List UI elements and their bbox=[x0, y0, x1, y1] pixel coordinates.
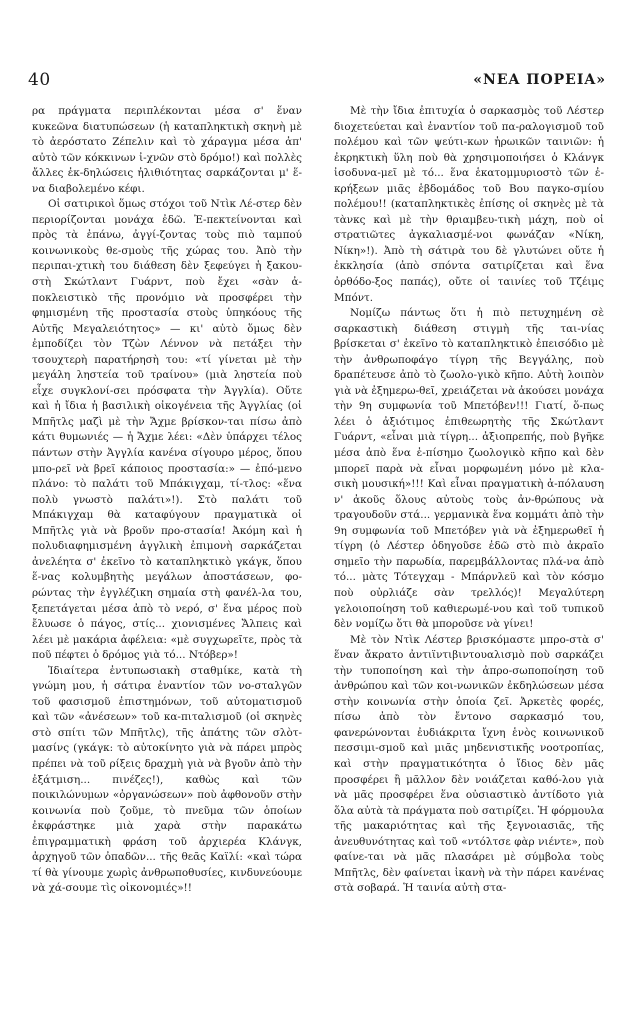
left-column bbox=[32, 104, 302, 897]
paragraph: Οἱ σατιρικοὶ ὅμως στόχοι τοῦ Ντὶκ Λέ-στερ δὲν περιορίζονται μονάχα ἐδῶ. Ἐ-πεκτείνονται καὶ πρὸς τὰ ἐπάνω, ἀγγί-ζοντας τοὺς πιὸ ταμπού κοινωνικοὺς θε-σμοὺς τῆς χώρας του. Ἀπὸ τὴν περιπαι-χτικὴ του διάθεση δὲν ξεφεύγει ἡ ξακου-στὴ Σκώτλαντ Γυάρντ, ποὺ ἔχει «σὰν ἀ-ποκλειστικὸ τῆς προνόμιο νὰ προσφέρει τὴν φημισμένη τῆς προστασία στοὺς ὑπηκόους τῆς Αὐτῆς Μεγαλειότητος» — κι' αὐτὸ ὅμως δὲν ἐμποδίζει τὸν Τζὼν Λέννον νὰ πετάξει τὴν τσουχτερὴ παρατήρησὴ του: «τί γίνεται μὲ τὴν μεγάλη ληστεία τοῦ τραίνου» (μιὰ ληστεία ποὺ εἶχε συγκλονί-σει πρόσφατα τὴν Ἀγγλία). Οὔτε καὶ ἡ ἴδια ἡ βασιλικὴ οἰκογένεια τῆς Ἀγγλίας (οἱ Μπῆτλς μαζὶ μὲ τὴν Ἄχμε βρίσκον-ται πίσω ἀπὸ κάτι θυμωνιές — ἡ Ἄχμε λέει: «Δὲν ὑπάρχει τέλος πάντων στὴν Ἀγγλία κανένα σίγουρο μέρος, ὅπου μπο-ρεῖ νὰ βρεῖ κάποιος προστασία:» — ἐπό-μενο πλάνο: τὸ παλάτι τοῦ Μπάκιγχαμ, τί-τλος: «ἕνα πολὺ γνωστὸ παλάτι»!). Στὸ παλάτι τοῦ Μπάκιγχαμ θὰ καταφύγουν πραγματικὰ οἱ Μπῆτλς γιὰ νὰ βροῦν προ-στασία! Ἀκόμη καὶ ἡ πολυδιαφημισμένη ἀγγλικὴ ἐπιμονὴ σαρκάζεται ἀνελέητα σ' ἐκεῖνο τὸ καταπληκτικὸ γκάγκ, ὅπου ἕ-νας κολυμβητὴς μεγάλων ἀποστάσεων, φο-ρώντας τὴν ἐγγλέζικη σημαία στὴ φανέλ-λα του, ξεπετάγεται μέσα ἀπὸ τὸ νερό, σ' ἕνα μέρος ποὺ ἔλυωσε ὁ πάγος, στίς... χιονισμένες Ἄλπεις καὶ λέει μὲ μακάρια ἀφέλεια: «μὲ συγχωρεῖτε, πρὸς τὰ ποῦ πέφτει ὁ δρόμος γιὰ τό... Ντόβερ»! bbox=[32, 198, 302, 662]
paragraph: Ἰδιαίτερα ἐντυπωσιακὴ σταθμίκε, κατὰ τὴ γνώμη μου, ἡ σάτιρα ἐναντίον τῶν νο-σταλγῶν τοῦ φασισμοῦ ἐπιστημόνων, τοῦ αὐτοματισμοῦ καὶ τῶν «ἀνέσεων» τοῦ κα-πιταλισμοῦ (οἱ σκηνὲς στὸ σπίτι τῶν Μπῆτλς), τῆς ἀπάτης τῶν σλὸτ-μασίνς (γκάγκ: τὸ αὐτοκίνητο γιὰ νὰ πάρει μπρὸς πρέπει νὰ τοῦ ρίξεις δραχμὴ γιὰ νὰ βγοῦν ἀπὸ τὴν ἐξάτμιση... πινέζες!), καθὼς καὶ τῶν ποικιλώνυμων «ὀργανώσεων» ποὺ ἀφθονοῦν στὴν κοινωνία ποὺ ζοῦμε, τὸ πνεῦμα τῶν ὁποίων ἐκφράστηκε μιὰ χαρὰ στὴν παρακάτω ἐπιγραμματικὴ φράση τοῦ ἀρχιερέα Κλάνγκ, ἀρχηγοῦ τῶν ὀπαδῶν... τῆς θεᾶς Καϊλί: «καὶ τώρα τί θὰ γίνουμε χωρὶς ἀνθρωποθυσίες, κινδυνεύουμε νὰ χά-σουμε τὶς οἰκονομιές»!! bbox=[32, 664, 302, 895]
paragraph: Μὲ τὸν Ντὶκ Λέστερ βρισκόμαστε μπρο-στὰ σ' ἕναν ἄκρατο ἀντιϊντιβιντουαλισμὸ ποὺ σαρκάζει τὴν τυποποίηση καὶ τὴν ἀπρο-σωποποίηση τοῦ ἀνθρώπου καὶ τῶν κοι-νωνικῶν ἐκδηλώσεων μέσα στὴν κοινωνία στὴν ὁποία ζεῖ. Ἀρκετὲς φορές, πίσω ἀπὸ τὸν ἔντονο σαρκασμό του, φανερώνονται ἐυδιάκριτα ἴχνη ἑνὸς κοινωνικοῦ πεσσιμι-σμοῦ καὶ μιᾶς μηδενιστικῆς νοοτροπίας, καὶ στὴν πραγματικότητα ὁ ἴδιος δὲν μᾶς προσφέρει ἢ μᾶλλον δὲν νοιάζεται καθό-λου γιὰ νὰ μᾶς προσφέρει ἕνα οὐσιαστικὸ ἀντίδοτο γιὰ ὅλα αὐτὰ τὰ πράγματα ποὺ σατιρίζει. Ἡ φόρμουλα τῆς μακαριότητας καὶ τῆς ξεγνοιασιᾶς, τῆς ἀνευθυνότητας καὶ τοῦ «ντόλτσε φὰρ νιέντε», ποὺ φαίνε-ται νὰ μᾶς πλασάρει μὲ σύμβολα τοὺς Μπῆτλς, δὲν φαίνεται ἱκανὴ νὰ τὴν πάρει κανένας στὰ σοβαρά. Ἡ ταινία αὐτὴ στα- bbox=[334, 633, 604, 895]
page-number: 40 bbox=[28, 70, 51, 90]
right-column bbox=[334, 104, 604, 897]
paragraph: ρα πράγματα περιπλέκονται μέσα σ' ἕναν κυκεῶνα διατυπώσεων (ἡ καταπληκτικὴ σκηνὴ μὲ τὸ ἀερόστατο Ζέπελιν καὶ τὸ χάραγμα μέσα ἀπ' αὐτὸ τῶν κόκκινων ἰ-χνῶν στὸ δρόμο!) καὶ πολλὲς ἄλλες ἐκ-δηλώσεις ἠλιθιότητας σαρκάζονται μ' ἕ-να διαβολεμένο κέφι. bbox=[32, 105, 302, 195]
running-title: «ΝΕΑ ΠΟΡΕΙΑ» bbox=[473, 72, 606, 88]
paragraph: Νομίζω πάντως ὅτι ἡ πιὸ πετυχημένη σὲ σαρκαστικὴ διάθεση στιγμὴ τῆς ται-νίας βρίσκεται σ' ἐκεῖνο τὸ καταπληκτικὸ ἐπεισόδιο μὲ τὴν ἀνθρωποφάγο τίγρη τῆς Βεγγάλης, ποὺ δραπέτευσε ἀπὸ τὸ ζωολο-γικὸ κῆπο. Αὐτὴ λοιπὸν γιὰ νὰ ἐξημερω-θεῖ, χρειάζεται νὰ ἀκούσει μονάχα τὴν 9η συμφωνία τοῦ Μπετόβεν!!! Γιατί, ὅ-πως λέει ὁ ἀξιότιμος ἐπιθεωρητὴς τῆς Σκώτλαντ Γυάρντ, «εἶναι μιὰ τίγρη... ἀξιοπρεπής, ποὺ βγῆκε μέσα ἀπὸ ἕνα ἐ-πίσημο ζωολογικὸ κῆπο καὶ δὲν μπορεῖ παρὰ νὰ εἶναι μορφωμένη μόνο μὲ κλα-σικὴ μουσική»!!! Καὶ εἶναι πραγματικὴ ἀ-πόλαυση ν' ἀκοῦς ὅλους αὐτοὺς τοὺς ἀν-θρώπους νὰ τραγουδοῦν στά... γερμανικὰ ἕνα κομμάτι ἀπὸ τὴν 9η συμφωνία τοῦ Μπετόβεν γιὰ νὰ ἐξημερωθεῖ ἡ τίγρη (ὁ Λέστερ ὁδηγοῦσε ἐδῶ στὸ πιὸ ἀκραῖο σημεῖο τὴν παρωδία, παρεμβάλλοντας πλά-να ἀπὸ τό... μὰτς Τότεγχαμ - Μπάρνλεϋ καὶ τὸν κόσμο ποὺ οὐρλιάζε σὰν τρελλός)! Μεγαλύτερη γελοιοποίηση τοῦ καθιερωμέ-νου καὶ τοῦ τυπικοῦ δὲν νομίζω ὅτι θὰ μποροῦσε νὰ γίνει! bbox=[334, 307, 604, 631]
paragraph: Μὲ τὴν ἴδια ἐπιτυχία ὁ σαρκασμὸς τοῦ Λέστερ διοχετεύεται καὶ ἐναντίον τοῦ πα-ραλογισμοῦ τοῦ πολέμου καὶ τῶν ψεύτι-κων ἡρωικῶν ταινιῶν: ἡ ἐκρηκτικὴ ὕλη ποὺ θὰ χρησιμοποιήσει ὁ Κλάνγκ ἰσοδυνα-μεῖ μὲ τό... ἕνα ἑκατομμυριοστὸ τῶν ἐ-κρήξεων μιᾶς ἑβδομάδος τοῦ Βου παγκο-σμίου πολέμου!! (καταπληκτικὲς ἐπίσης οἱ σκηνὲς μὲ τὰ τὰνκς καὶ μὲ τὴν θριαμβευ-τικὴ μάχη, ποὺ οἱ στρατιῶτες ἀγκαλιασμέ-νοι φωνάζαν «Νίκη, Νίκη»!). Ἀπὸ τὴ σάτιρὰ του δὲ γλυτώνει οὔτε ἡ ἐκκλησία (ἀπὸ σπόντα σατιρίζεται καὶ ἕνα ὀρθόδο-ξος παπάς), οὔτε οἱ ταινίες τοῦ Τζέιμς Μπόντ. bbox=[334, 105, 604, 304]
page-header bbox=[28, 70, 606, 92]
